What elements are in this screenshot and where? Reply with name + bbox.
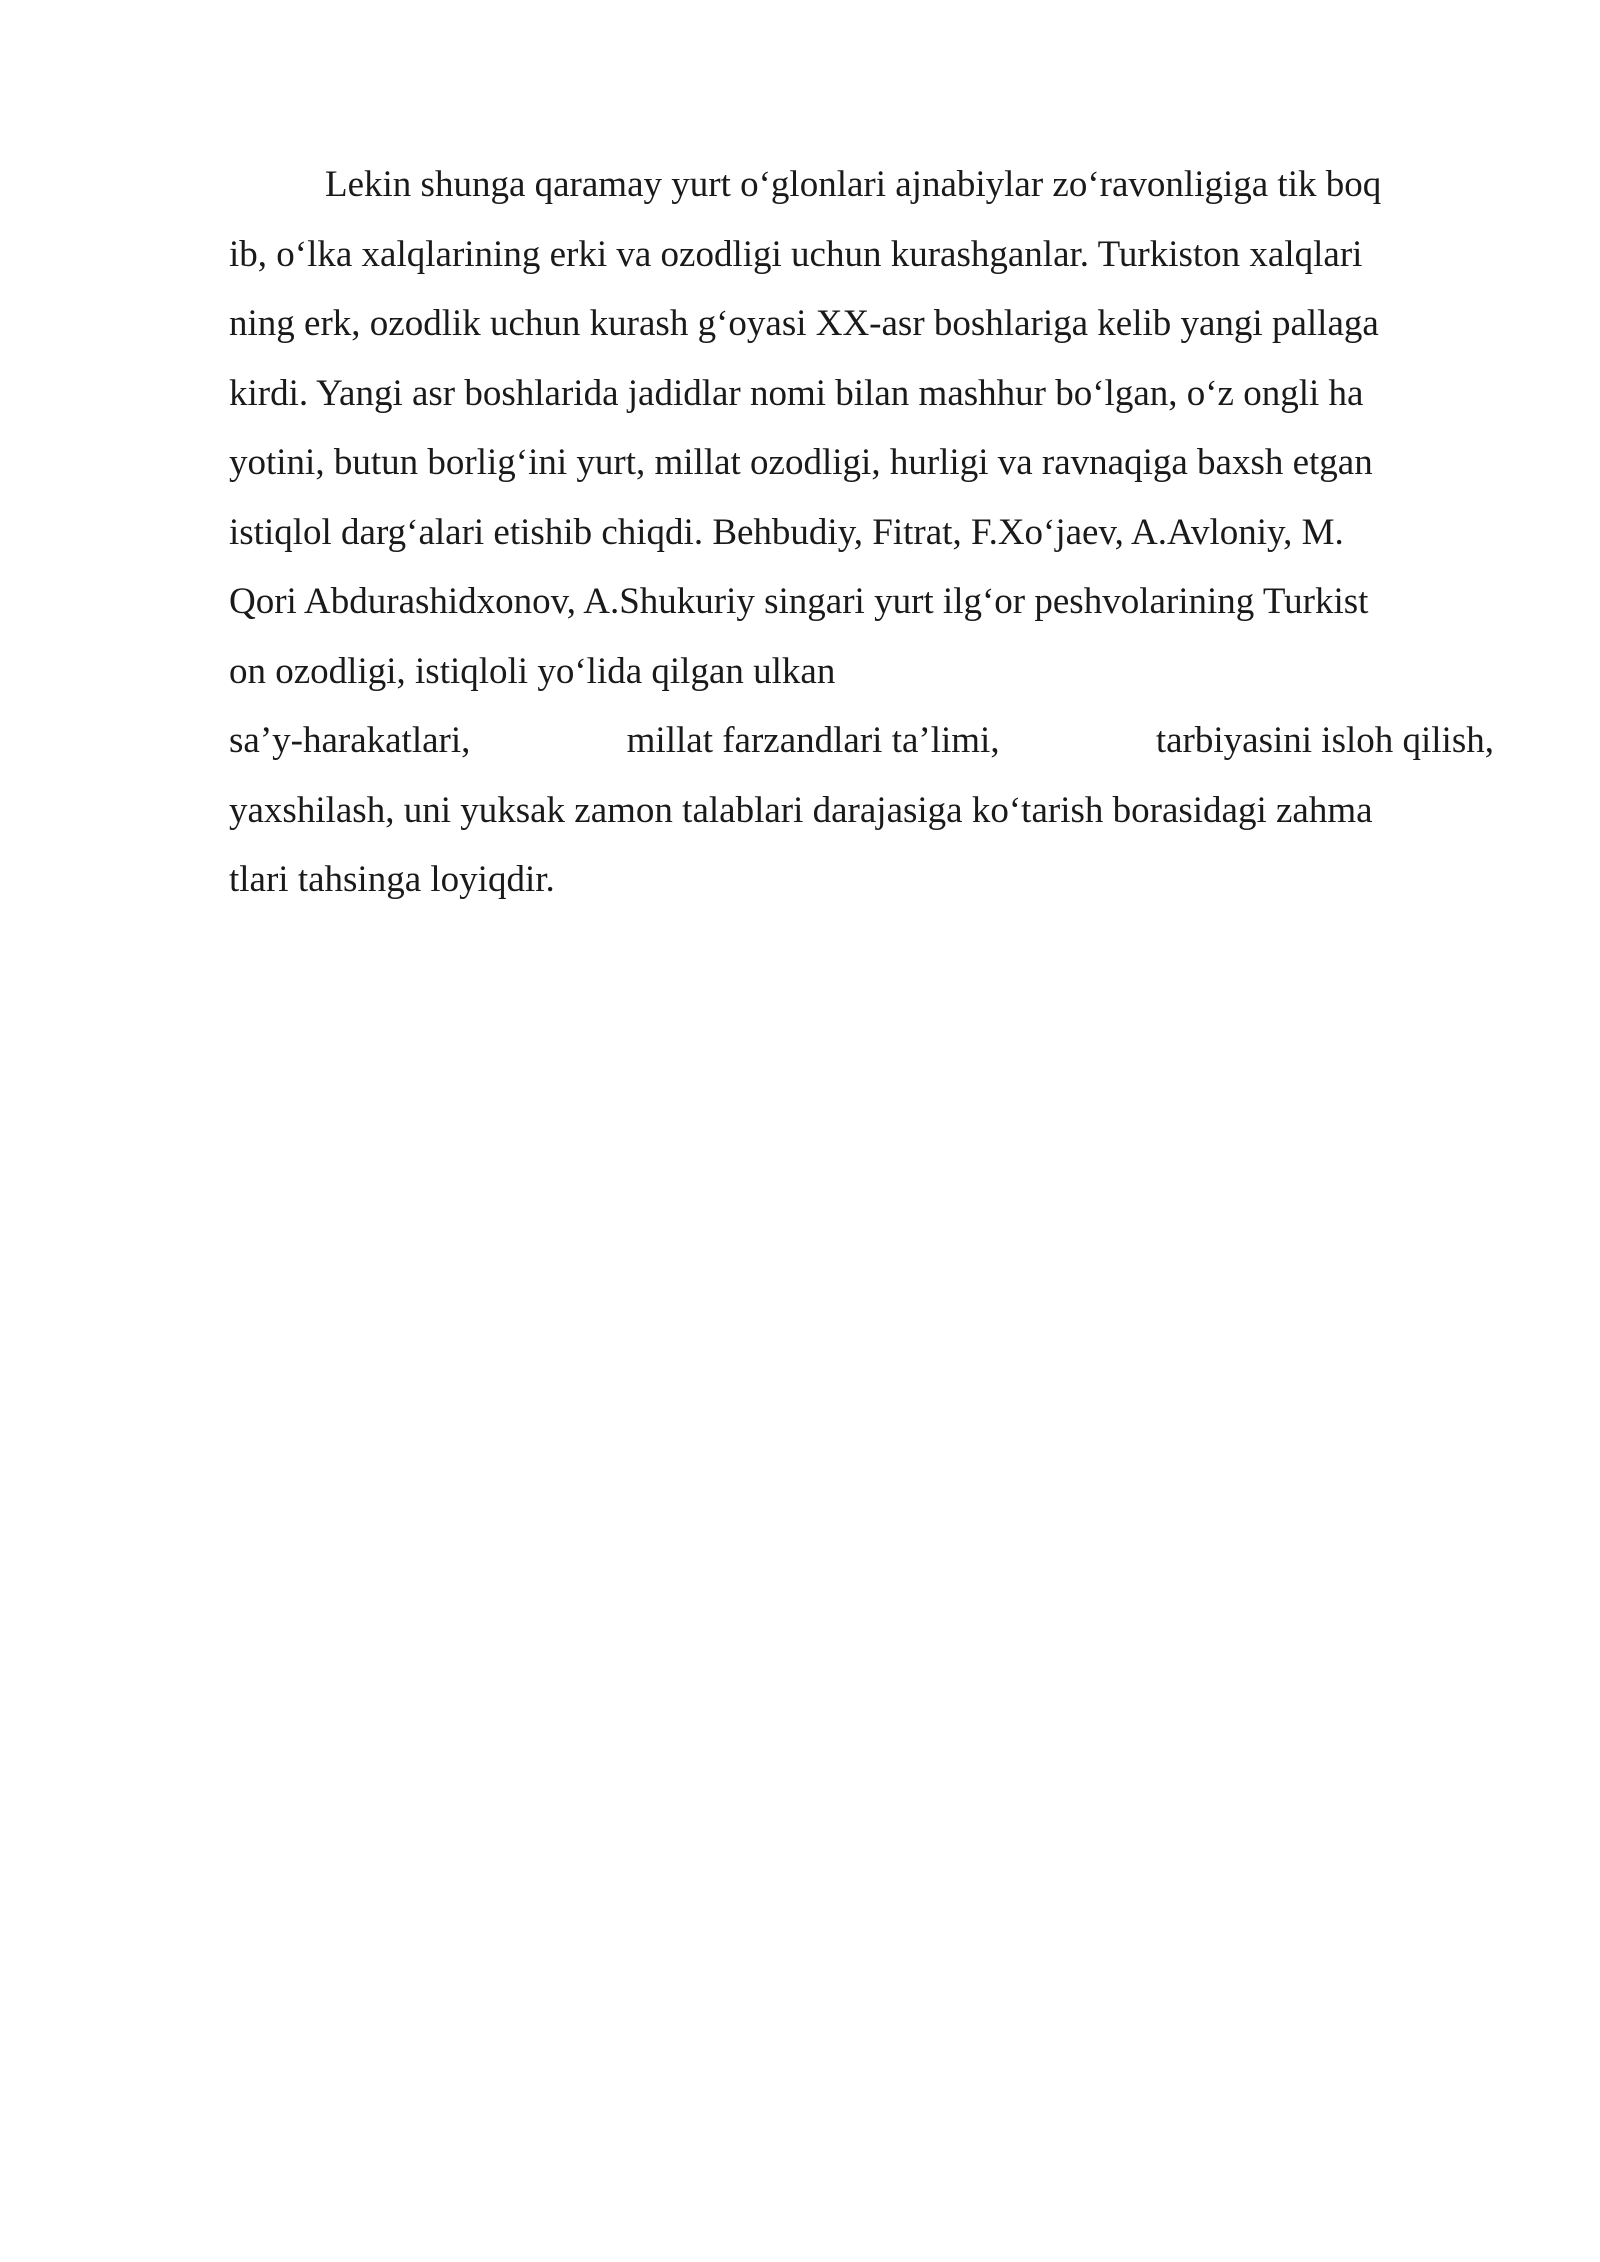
- body-paragraph: [229, 150, 1494, 915]
- paragraph-line: yaxshilash, uni yuksak zamon talablari darajasiga ko‘tarish borasidagi zahma: [229, 789, 1373, 831]
- justified-segment: sa’y-harakatlari,: [229, 720, 471, 761]
- paragraph-line: kirdi. Yangi asr boshlarida jadidlar nomi bilan mashhur bo‘lgan, o‘z ongli ha: [229, 372, 1364, 414]
- paragraph-line: Lekin shunga qaramay yurt o‘glonlari ajnabiylar zo‘ravonligiga tik boq: [325, 164, 1382, 205]
- paragraph-line: on ozodligi, istiqloli yo‘lida qilgan ulkan: [229, 650, 836, 692]
- justified-segment: tarbiyasini isloh qilish,: [1155, 720, 1494, 761]
- justified-line: [229, 706, 1494, 776]
- paragraph-line: Qori Abdurashidxonov, A.Shukuriy singari yurt ilg‘or peshvolarining Turkist: [229, 581, 1369, 622]
- paragraph-line: tlari tahsinga loyiqdir.: [229, 859, 555, 900]
- paragraph-line: ning erk, ozodlik uchun kurash g‘oyasi XX-asr boshlariga kelib yangi pallaga: [229, 303, 1379, 344]
- paragraph-line: istiqlol darg‘alari etishib chiqdi. Behbudiy, Fitrat, F.Xo‘jaev, A.Avloniy, M.: [229, 511, 1344, 553]
- paragraph-line: yotini, butun borlig‘ini yurt, millat ozodligi, hurligi va ravnaqiga baxsh etgan: [229, 442, 1373, 483]
- justified-segment: millat farzandlari ta’limi,: [626, 720, 1000, 761]
- paragraph-line: ib, o‘lka xalqlarining erki va ozodligi uchun kurashganlar. Turkiston xalqlari: [229, 233, 1363, 275]
